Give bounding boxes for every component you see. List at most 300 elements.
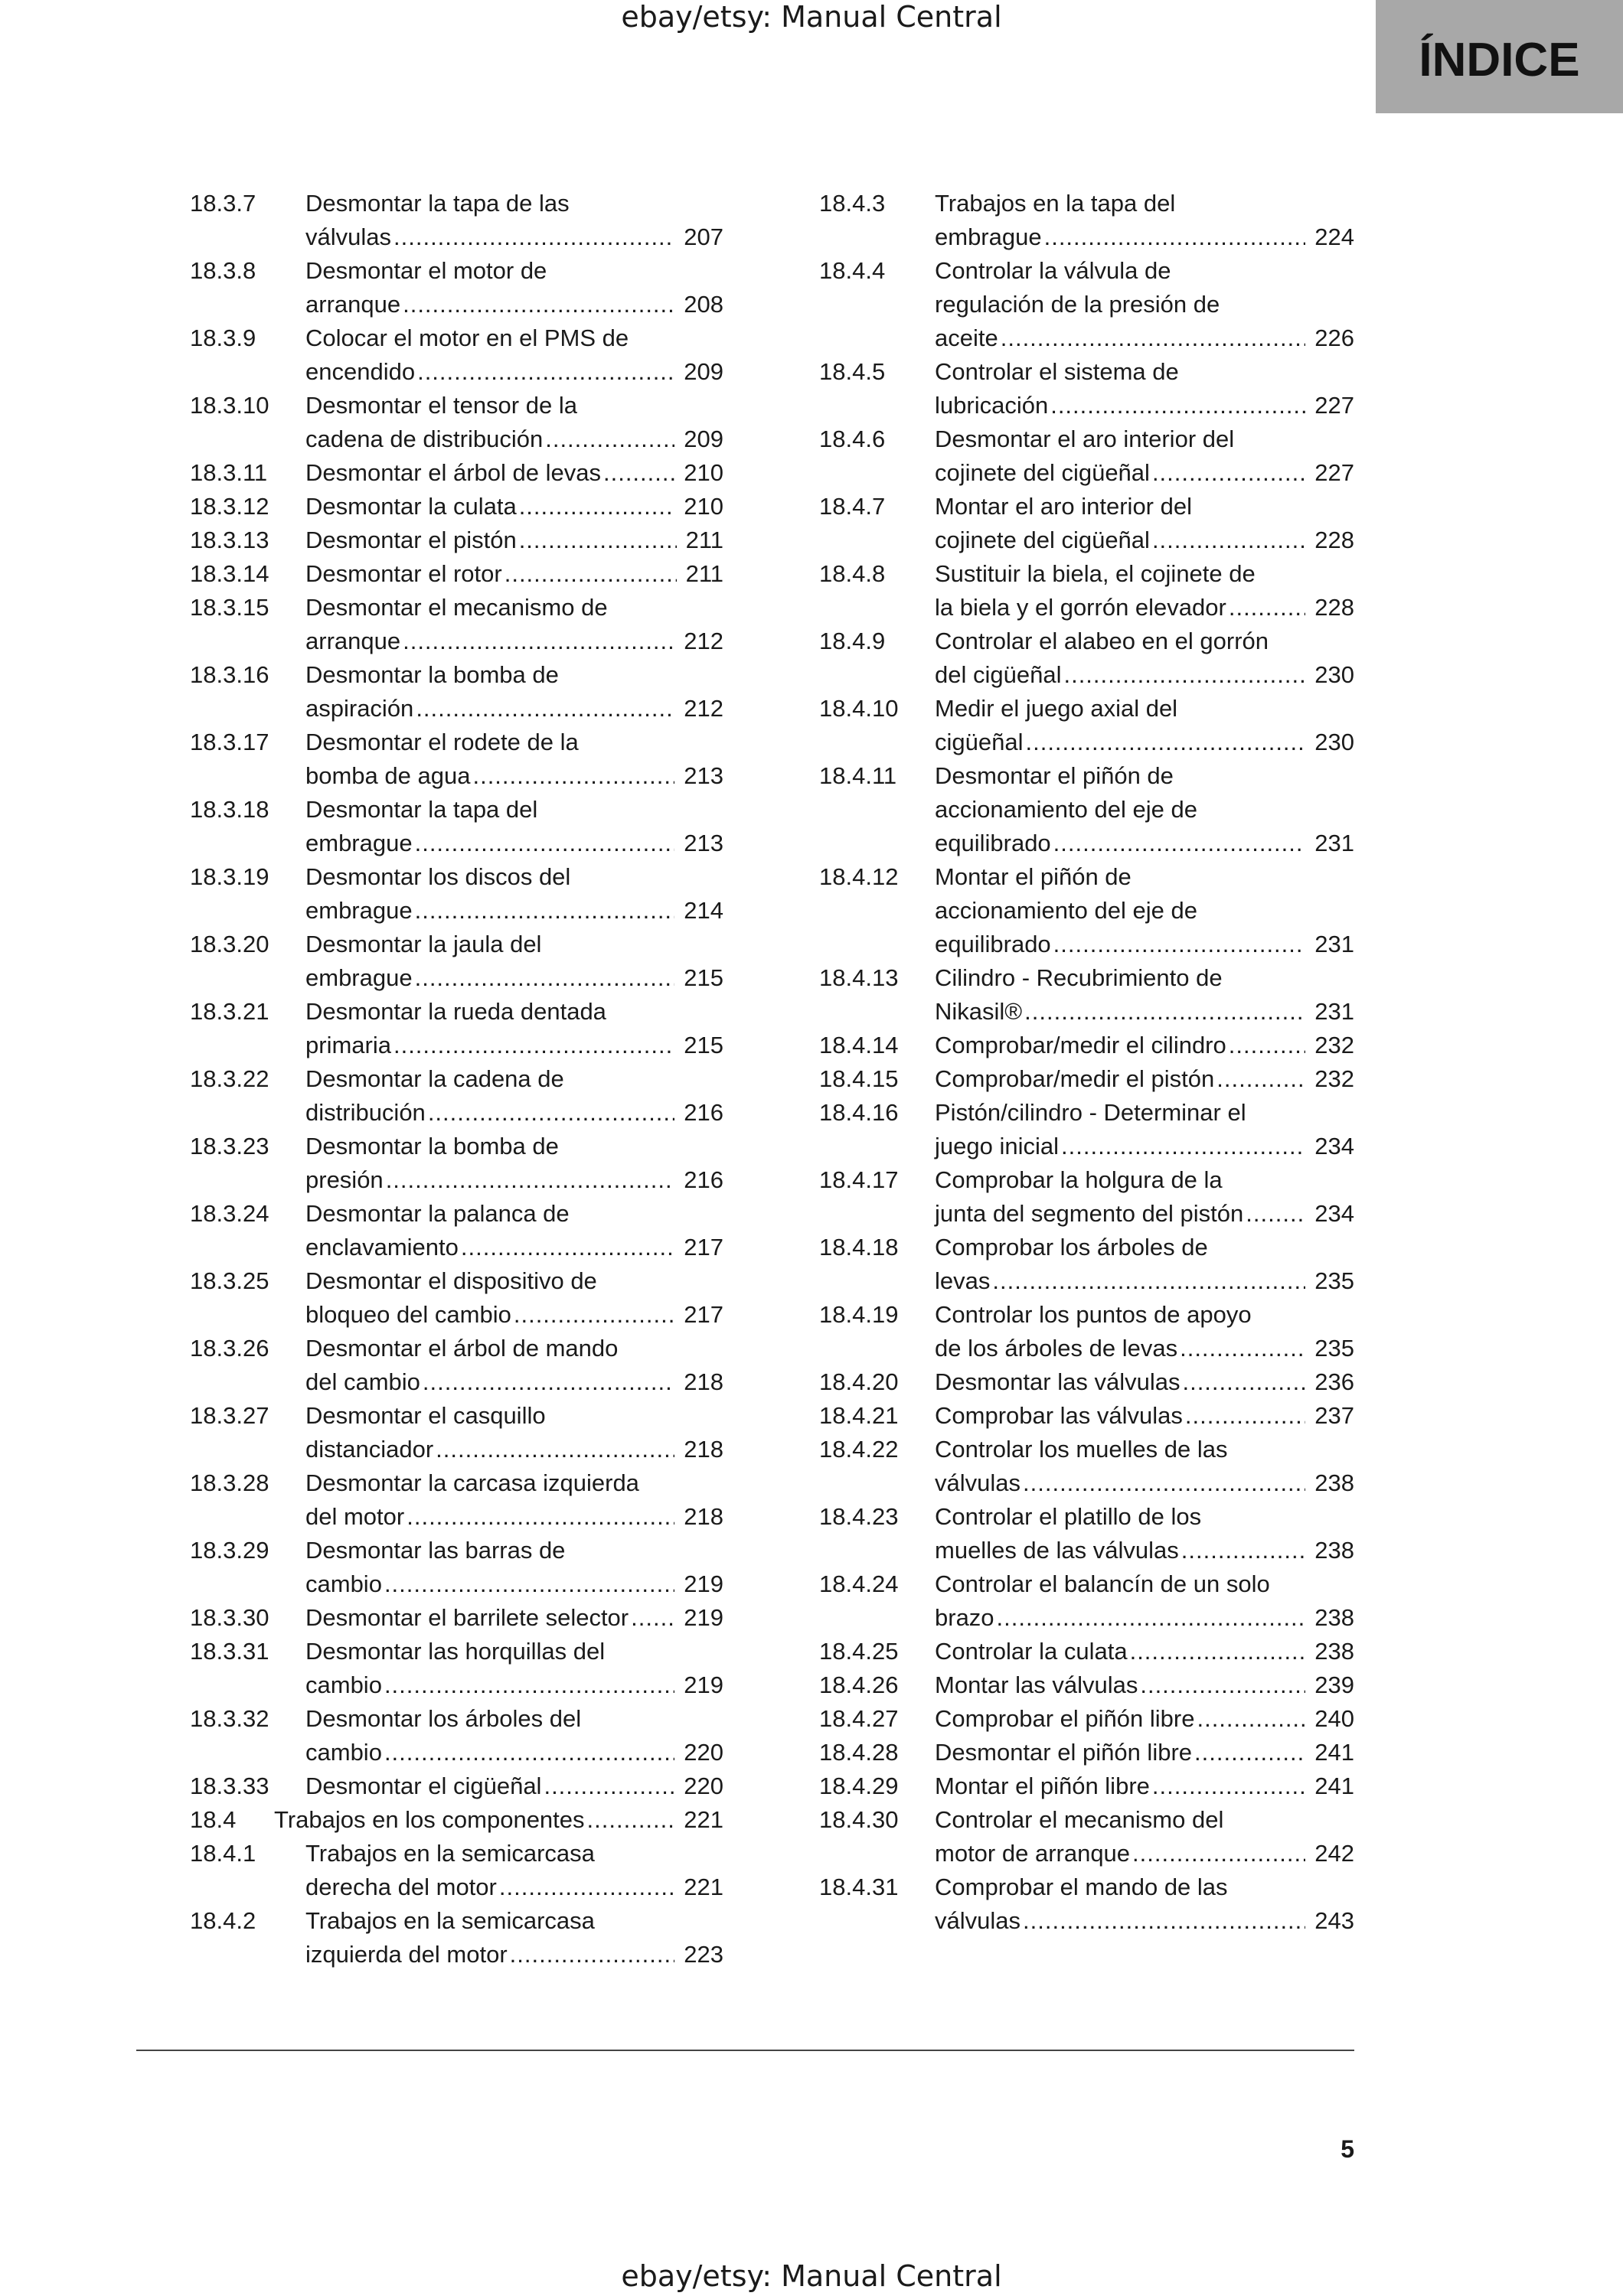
toc-entry-number: 18.4.11 bbox=[819, 762, 897, 789]
toc-entry-title: Desmontar el mecanismo de bbox=[305, 594, 608, 621]
dot-leader bbox=[394, 220, 674, 254]
toc-entry-title: Desmontar el pistón bbox=[305, 527, 517, 553]
toc-entry-page: 209 bbox=[684, 358, 723, 385]
dot-leader bbox=[1023, 1466, 1305, 1500]
toc-entry-page: 240 bbox=[1314, 1705, 1354, 1732]
toc-entry-number: 18.3.28 bbox=[190, 1469, 269, 1496]
toc-entry bbox=[190, 1702, 723, 1769]
toc-entry-page: 241 bbox=[1314, 1739, 1354, 1766]
toc-entry-page: 238 bbox=[1314, 1638, 1354, 1665]
toc-entry-title: Comprobar/medir el pistón bbox=[935, 1065, 1215, 1092]
toc-entry bbox=[190, 860, 723, 928]
toc-entry-title: enclavamiento bbox=[305, 1234, 459, 1261]
dot-leader bbox=[1182, 1365, 1305, 1399]
toc-entry bbox=[190, 1332, 723, 1399]
toc-entry-page: 209 bbox=[684, 426, 723, 452]
toc-entry-number: 18.4.15 bbox=[819, 1065, 899, 1092]
dot-leader bbox=[1229, 1029, 1306, 1062]
toc-entry-title: Desmontar las válvulas bbox=[935, 1368, 1181, 1395]
toc-entry-number: 18.4.5 bbox=[819, 358, 886, 385]
toc-entry-page: 231 bbox=[1314, 931, 1354, 957]
toc-entry-number: 18.3.22 bbox=[190, 1065, 269, 1092]
dot-leader bbox=[587, 1803, 675, 1837]
toc-entry-page: 216 bbox=[684, 1166, 723, 1193]
toc-entry-title: muelles de las válvulas bbox=[935, 1537, 1179, 1564]
toc-entry bbox=[190, 389, 723, 456]
toc-entry bbox=[819, 187, 1354, 254]
toc-entry-number: 18.4.12 bbox=[819, 863, 899, 890]
toc-entry-number: 18.4.30 bbox=[819, 1806, 899, 1833]
dot-leader bbox=[1063, 658, 1305, 692]
toc-entry-page: 238 bbox=[1314, 1537, 1354, 1564]
toc-entry bbox=[190, 1197, 723, 1264]
toc-entry-title: arranque bbox=[305, 628, 401, 654]
toc-entry-title: lubricación bbox=[935, 392, 1049, 419]
toc-entry-number: 18.4.23 bbox=[819, 1503, 899, 1530]
toc-entry-page: 215 bbox=[684, 964, 723, 991]
toc-entry bbox=[819, 1567, 1354, 1635]
toc-entry-title: Desmontar la culata bbox=[305, 493, 517, 520]
toc-entry-number: 18.3.14 bbox=[190, 560, 269, 587]
toc-entry-title: presión bbox=[305, 1166, 384, 1193]
toc-entry-title: Controlar el mecanismo del bbox=[935, 1806, 1224, 1833]
toc-entry bbox=[819, 1298, 1354, 1365]
toc-entry bbox=[819, 1399, 1354, 1433]
dot-leader bbox=[1180, 1332, 1305, 1365]
toc-entry-title: Desmontar la jaula del bbox=[305, 931, 542, 957]
dot-leader bbox=[386, 1163, 675, 1197]
dot-leader bbox=[1001, 321, 1306, 355]
toc-entry-title: del cigüeñal bbox=[935, 661, 1062, 688]
toc-entry-title: Desmontar los discos del bbox=[305, 863, 571, 890]
toc-entry-title: cojinete del cigüeñal bbox=[935, 459, 1150, 486]
dot-leader bbox=[514, 1298, 674, 1332]
dot-leader bbox=[423, 1365, 674, 1399]
toc-entry bbox=[819, 1062, 1354, 1096]
watermark-top: ebay/etsy: Manual Central bbox=[621, 0, 1002, 34]
footer-rule bbox=[136, 2050, 1354, 2051]
toc-entry-title: junta del segmento del pistón bbox=[935, 1200, 1244, 1227]
toc-entry-number: 18.3.17 bbox=[190, 729, 269, 755]
toc-entry bbox=[190, 591, 723, 658]
dot-leader bbox=[1130, 1635, 1306, 1668]
dot-leader bbox=[1061, 1130, 1305, 1163]
toc-entry-title: equilibrado bbox=[935, 931, 1051, 957]
toc-entry-title: Desmontar el piñón libre bbox=[935, 1739, 1193, 1766]
toc-entry-title: Desmontar el piñón de bbox=[935, 762, 1174, 789]
toc-entry bbox=[190, 523, 723, 557]
toc-entry bbox=[819, 1365, 1354, 1399]
dot-leader bbox=[992, 1264, 1305, 1298]
toc-entry-page: 212 bbox=[684, 695, 723, 722]
toc-entry-title: Desmontar las barras de bbox=[305, 1537, 566, 1564]
toc-entry-title: primaria bbox=[305, 1032, 391, 1058]
toc-entry-page: 231 bbox=[1314, 998, 1354, 1025]
toc-entry-number: 18.4.2 bbox=[190, 1907, 256, 1934]
toc-entry-number: 18.4.28 bbox=[819, 1739, 899, 1766]
toc-entry-title: Desmontar el árbol de mando bbox=[305, 1335, 619, 1362]
toc-entry-title: levas bbox=[935, 1267, 991, 1294]
toc-entry bbox=[819, 355, 1354, 422]
toc-entry-page: 230 bbox=[1314, 661, 1354, 688]
toc-entry-number: 18.4.24 bbox=[819, 1570, 899, 1597]
dot-leader bbox=[384, 1567, 674, 1601]
toc-entry-title: Pistón/cilindro - Determinar el bbox=[935, 1099, 1246, 1126]
toc-entry-title: Desmontar el rotor bbox=[305, 560, 502, 587]
toc-entry-page: 235 bbox=[1314, 1335, 1354, 1362]
toc-entry-title: equilibrado bbox=[935, 830, 1051, 856]
toc-entry-title: Controlar el balancín de un solo bbox=[935, 1570, 1270, 1597]
toc-entry-page: 218 bbox=[684, 1368, 723, 1395]
toc-entry-number: 18.4.7 bbox=[819, 493, 886, 520]
dot-leader bbox=[1197, 1702, 1305, 1736]
toc-entry-page: 238 bbox=[1314, 1604, 1354, 1631]
dot-leader bbox=[1185, 1399, 1305, 1433]
toc-entry-page: 230 bbox=[1314, 729, 1354, 755]
toc-entry-title: Sustituir la biela, el cojinete de bbox=[935, 560, 1256, 587]
toc-entry-title: cojinete del cigüeñal bbox=[935, 527, 1150, 553]
toc-entry-title: Comprobar el mando de las bbox=[935, 1874, 1228, 1900]
toc-entry-number: 18.4.19 bbox=[819, 1301, 899, 1328]
toc-entry-title: cadena de distribución bbox=[305, 426, 544, 452]
toc-entry-number: 18.3.27 bbox=[190, 1402, 269, 1429]
toc-entry bbox=[190, 995, 723, 1062]
toc-entry bbox=[190, 1534, 723, 1601]
toc-entry-page: 210 bbox=[684, 493, 723, 520]
toc-entry-title: Desmontar el rodete de la bbox=[305, 729, 579, 755]
toc-entry-number: 18.3.26 bbox=[190, 1335, 269, 1362]
toc-entry-title: embrague bbox=[935, 223, 1042, 250]
toc-entry-page: 227 bbox=[1314, 392, 1354, 419]
toc-entry-title: accionamiento del eje de bbox=[935, 897, 1197, 924]
toc-entry bbox=[190, 1803, 723, 1837]
toc-entry-title: de los árboles de levas bbox=[935, 1335, 1178, 1362]
toc-entry-page: 242 bbox=[1314, 1840, 1354, 1867]
toc-entry bbox=[819, 1096, 1354, 1163]
toc-entry-number: 18.4.20 bbox=[819, 1368, 899, 1395]
toc-entry-title: bomba de agua bbox=[305, 762, 471, 789]
toc-entry bbox=[190, 658, 723, 726]
toc-entry-title: motor de arranque bbox=[935, 1840, 1131, 1867]
toc-entry-number: 18.4.4 bbox=[819, 257, 886, 284]
toc-entry-number: 18.4.16 bbox=[819, 1099, 899, 1126]
toc-entry-number: 18.4.1 bbox=[190, 1840, 256, 1867]
toc-entry-page: 241 bbox=[1314, 1773, 1354, 1799]
dot-leader bbox=[461, 1231, 674, 1264]
toc-entry bbox=[819, 625, 1354, 692]
toc-entry-number: 18.4.18 bbox=[819, 1234, 899, 1261]
dot-leader bbox=[603, 456, 674, 490]
watermark-bottom: ebay/etsy: Manual Central bbox=[621, 2259, 1002, 2293]
toc-entry bbox=[190, 1601, 723, 1635]
toc-entry bbox=[819, 1433, 1354, 1500]
toc-entry bbox=[819, 1500, 1354, 1567]
toc-entry-number: 18.4.14 bbox=[819, 1032, 899, 1058]
toc-entry-page: 223 bbox=[684, 1941, 723, 1968]
toc-entry bbox=[819, 1769, 1354, 1803]
dot-leader bbox=[519, 490, 675, 523]
toc-entry-number: 18.3.9 bbox=[190, 325, 256, 351]
toc-entry-title: izquierda del motor bbox=[305, 1941, 508, 1968]
dot-leader bbox=[407, 1500, 674, 1534]
toc-entry-page: 219 bbox=[684, 1671, 723, 1698]
toc-entry-number: 18.4.8 bbox=[819, 560, 886, 587]
toc-entry-title: bloqueo del cambio bbox=[305, 1301, 511, 1328]
toc-entry-title: regulación de la presión de bbox=[935, 291, 1220, 318]
toc-entry-page: 215 bbox=[684, 1032, 723, 1058]
toc-entry-page: 224 bbox=[1314, 223, 1354, 250]
toc-entry-number: 18.3.30 bbox=[190, 1604, 269, 1631]
toc-entry bbox=[190, 490, 723, 523]
toc-entry-title: la biela y el gorrón elevador bbox=[935, 594, 1226, 621]
toc-entry-title: Desmontar el tensor de la bbox=[305, 392, 577, 419]
toc-entry-number: 18.4.3 bbox=[819, 190, 886, 217]
dot-leader bbox=[1152, 456, 1305, 490]
toc-entry bbox=[819, 422, 1354, 490]
toc-entry bbox=[819, 490, 1354, 557]
toc-entry-number: 18.4 bbox=[190, 1806, 237, 1833]
toc-entry-title: cambio bbox=[305, 1739, 382, 1766]
toc-entry-number: 18.3.8 bbox=[190, 257, 256, 284]
toc-entry-number: 18.3.15 bbox=[190, 594, 269, 621]
toc-entry bbox=[190, 254, 723, 321]
toc-entry-number: 18.4.17 bbox=[819, 1166, 899, 1193]
toc-entry-page: 211 bbox=[685, 527, 723, 553]
toc-entry-number: 18.3.23 bbox=[190, 1133, 269, 1159]
toc-entry bbox=[819, 961, 1354, 1029]
dot-leader bbox=[1152, 523, 1305, 557]
toc-entry-title: Desmontar la palanca de bbox=[305, 1200, 570, 1227]
toc-entry bbox=[819, 1668, 1354, 1702]
toc-entry bbox=[819, 1803, 1354, 1870]
dot-leader bbox=[1053, 928, 1306, 961]
toc-entry bbox=[190, 456, 723, 490]
toc-entry-number: 18.3.32 bbox=[190, 1705, 269, 1732]
toc-entry-page: 235 bbox=[1314, 1267, 1354, 1294]
dot-leader bbox=[1194, 1736, 1305, 1769]
toc-entry-title: Desmontar la rueda dentada bbox=[305, 998, 606, 1025]
toc-entry-page: 220 bbox=[684, 1773, 723, 1799]
toc-entry-number: 18.4.22 bbox=[819, 1436, 899, 1463]
toc-entry bbox=[190, 928, 723, 995]
toc-column-right bbox=[819, 187, 1354, 1938]
toc-entry-title: Desmontar la carcasa izquierda bbox=[305, 1469, 639, 1496]
toc-entry-title: brazo bbox=[935, 1604, 994, 1631]
dot-leader bbox=[1025, 726, 1305, 759]
dot-leader bbox=[403, 625, 674, 658]
toc-entry-title: Controlar los muelles de las bbox=[935, 1436, 1228, 1463]
dot-leader bbox=[1053, 827, 1306, 860]
toc-entry-title: Desmontar la bomba de bbox=[305, 661, 559, 688]
toc-entry-title: Comprobar el piñón libre bbox=[935, 1705, 1195, 1732]
toc-entry-title: Comprobar las válvulas bbox=[935, 1402, 1183, 1429]
toc-entry-number: 18.3.24 bbox=[190, 1200, 269, 1227]
toc-entry bbox=[819, 1231, 1354, 1298]
toc-entry-title: Desmontar la tapa del bbox=[305, 796, 538, 823]
toc-entry-title: Desmontar el aro interior del bbox=[935, 426, 1235, 452]
toc-entry-title: embrague bbox=[305, 830, 413, 856]
toc-entry bbox=[819, 557, 1354, 625]
dot-leader bbox=[415, 961, 675, 995]
toc-entry-page: 207 bbox=[684, 223, 723, 250]
dot-leader bbox=[415, 827, 675, 860]
toc-entry-page: 234 bbox=[1314, 1200, 1354, 1227]
toc-entry-title: Desmontar el casquillo bbox=[305, 1402, 546, 1429]
toc-entry-title: Desmontar el motor de bbox=[305, 257, 547, 284]
toc-column-left bbox=[190, 187, 723, 1971]
toc-entry-number: 18.3.19 bbox=[190, 863, 269, 890]
toc-entry-title: Desmontar el cigüeñal bbox=[305, 1773, 542, 1799]
toc-entry-title: juego inicial bbox=[935, 1133, 1059, 1159]
toc-entry-number: 18.3.21 bbox=[190, 998, 269, 1025]
toc-entry-page: 218 bbox=[684, 1436, 723, 1463]
toc-entry-title: aceite bbox=[935, 325, 998, 351]
toc-entry-page: 216 bbox=[684, 1099, 723, 1126]
toc-entry-page: 238 bbox=[1314, 1469, 1354, 1496]
toc-entry-title: Desmontar las horquillas del bbox=[305, 1638, 606, 1665]
toc-entry-title: Desmontar la tapa de las bbox=[305, 190, 570, 217]
toc-entry-number: 18.4.29 bbox=[819, 1773, 899, 1799]
toc-entry-title: del cambio bbox=[305, 1368, 420, 1395]
toc-entry-page: 213 bbox=[684, 762, 723, 789]
dot-leader bbox=[631, 1601, 674, 1635]
toc-entry-number: 18.3.11 bbox=[190, 459, 268, 486]
toc-entry-page: 228 bbox=[1314, 594, 1354, 621]
dot-leader bbox=[394, 1029, 674, 1062]
toc-entry-title: Montar el aro interior del bbox=[935, 493, 1192, 520]
toc-entry-title: cambio bbox=[305, 1671, 382, 1698]
dot-leader bbox=[545, 422, 674, 456]
toc-entry-title: Desmontar la cadena de bbox=[305, 1065, 564, 1092]
toc-entry-title: Desmontar el dispositivo de bbox=[305, 1267, 597, 1294]
toc-entry-title: distanciador bbox=[305, 1436, 434, 1463]
dot-leader bbox=[436, 1433, 674, 1466]
dot-leader bbox=[519, 523, 677, 557]
toc-entry-number: 18.4.6 bbox=[819, 426, 886, 452]
toc-entry-page: 217 bbox=[684, 1234, 723, 1261]
toc-entry bbox=[819, 1736, 1354, 1769]
dot-leader bbox=[1023, 1904, 1305, 1938]
toc-entry bbox=[190, 187, 723, 254]
toc-entry-title: Desmontar la bomba de bbox=[305, 1133, 559, 1159]
toc-entry-page: 239 bbox=[1314, 1671, 1354, 1698]
toc-entry-title: Comprobar los árboles de bbox=[935, 1234, 1208, 1261]
toc-entry-title: accionamiento del eje de bbox=[935, 796, 1197, 823]
toc-entry-page: 221 bbox=[684, 1874, 723, 1900]
toc-entry-title: Desmontar el árbol de levas bbox=[305, 459, 601, 486]
dot-leader bbox=[384, 1668, 674, 1702]
toc-entry-title: válvulas bbox=[935, 1469, 1020, 1496]
dot-leader bbox=[1229, 591, 1305, 625]
toc-entry-title: aspiración bbox=[305, 695, 414, 722]
toc-entry-title: válvulas bbox=[305, 223, 391, 250]
toc-entry-page: 228 bbox=[1314, 527, 1354, 553]
toc-entry bbox=[190, 1635, 723, 1702]
toc-entry bbox=[819, 759, 1354, 860]
toc-entry-title: Trabajos en la semicarcasa bbox=[305, 1840, 595, 1867]
dot-leader bbox=[544, 1769, 674, 1803]
toc-entry-title: embrague bbox=[305, 964, 413, 991]
toc-entry bbox=[819, 1870, 1354, 1938]
toc-entry-title: distribución bbox=[305, 1099, 426, 1126]
dot-leader bbox=[1152, 1769, 1305, 1803]
toc-entry-page: 236 bbox=[1314, 1368, 1354, 1395]
toc-entry bbox=[190, 1062, 723, 1130]
toc-entry-title: Trabajos en los componentes bbox=[274, 1806, 585, 1833]
toc-entry bbox=[190, 1837, 723, 1904]
toc-entry-title: derecha del motor bbox=[305, 1874, 497, 1900]
toc-entry-number: 18.3.33 bbox=[190, 1773, 269, 1799]
toc-entry-number: 18.4.26 bbox=[819, 1671, 899, 1698]
toc-entry-page: 232 bbox=[1314, 1032, 1354, 1058]
dot-leader bbox=[505, 557, 677, 591]
toc-entry-title: Desmontar los árboles del bbox=[305, 1705, 582, 1732]
dot-leader bbox=[1246, 1197, 1305, 1231]
toc-entry bbox=[190, 1399, 723, 1466]
toc-entry bbox=[190, 1769, 723, 1803]
toc-entry-title: cambio bbox=[305, 1570, 382, 1597]
dot-leader bbox=[1050, 389, 1305, 422]
toc-entry-number: 18.3.25 bbox=[190, 1267, 269, 1294]
toc-entry-page: 231 bbox=[1314, 830, 1354, 856]
toc-entry bbox=[190, 793, 723, 860]
toc-entry-number: 18.3.10 bbox=[190, 392, 269, 419]
dot-leader bbox=[403, 288, 674, 321]
index-tab: ÍNDICE bbox=[1376, 0, 1623, 113]
toc-entry-title: Controlar los puntos de apoyo bbox=[935, 1301, 1252, 1328]
toc-entry-page: 214 bbox=[684, 897, 723, 924]
dot-leader bbox=[472, 759, 674, 793]
toc-entry-title: Controlar el sistema de bbox=[935, 358, 1179, 385]
toc-entry-page: 234 bbox=[1314, 1133, 1354, 1159]
toc-entry bbox=[190, 321, 723, 389]
page-number: 5 bbox=[1341, 2135, 1354, 2163]
toc-entry-title: Medir el juego axial del bbox=[935, 695, 1178, 722]
toc-entry-title: del motor bbox=[305, 1503, 405, 1530]
toc-entry-number: 18.4.31 bbox=[819, 1874, 899, 1900]
toc-entry-number: 18.3.13 bbox=[190, 527, 269, 553]
toc-entry-title: arranque bbox=[305, 291, 401, 318]
toc-entry-number: 18.3.31 bbox=[190, 1638, 269, 1665]
toc-entry-page: 212 bbox=[684, 628, 723, 654]
toc-entry-title: Comprobar/medir el cilindro bbox=[935, 1032, 1226, 1058]
toc-entry-title: Trabajos en la semicarcasa bbox=[305, 1907, 595, 1934]
toc-entry bbox=[190, 1264, 723, 1332]
toc-entry-title: Controlar la culata bbox=[935, 1638, 1128, 1665]
dot-leader bbox=[510, 1938, 675, 1971]
dot-leader bbox=[1181, 1534, 1306, 1567]
toc-entry bbox=[190, 726, 723, 793]
dot-leader bbox=[415, 894, 675, 928]
toc-entry-number: 18.4.25 bbox=[819, 1638, 899, 1665]
dot-leader bbox=[417, 355, 674, 389]
toc-entry bbox=[190, 1466, 723, 1534]
toc-entry bbox=[819, 1702, 1354, 1736]
toc-entry-number: 18.3.7 bbox=[190, 190, 256, 217]
toc-entry-title: Controlar el platillo de los bbox=[935, 1503, 1202, 1530]
toc-entry-title: embrague bbox=[305, 897, 413, 924]
toc-entry-number: 18.3.20 bbox=[190, 931, 269, 957]
toc-entry-title: válvulas bbox=[935, 1907, 1020, 1934]
toc-entry-page: 232 bbox=[1314, 1065, 1354, 1092]
toc-entry bbox=[190, 1130, 723, 1197]
toc-entry bbox=[819, 1163, 1354, 1231]
dot-leader bbox=[1216, 1062, 1305, 1096]
toc-entry-page: 220 bbox=[684, 1739, 723, 1766]
toc-entry-number: 18.4.27 bbox=[819, 1705, 899, 1732]
toc-entry-number: 18.3.29 bbox=[190, 1537, 269, 1564]
toc-entry bbox=[819, 1029, 1354, 1062]
